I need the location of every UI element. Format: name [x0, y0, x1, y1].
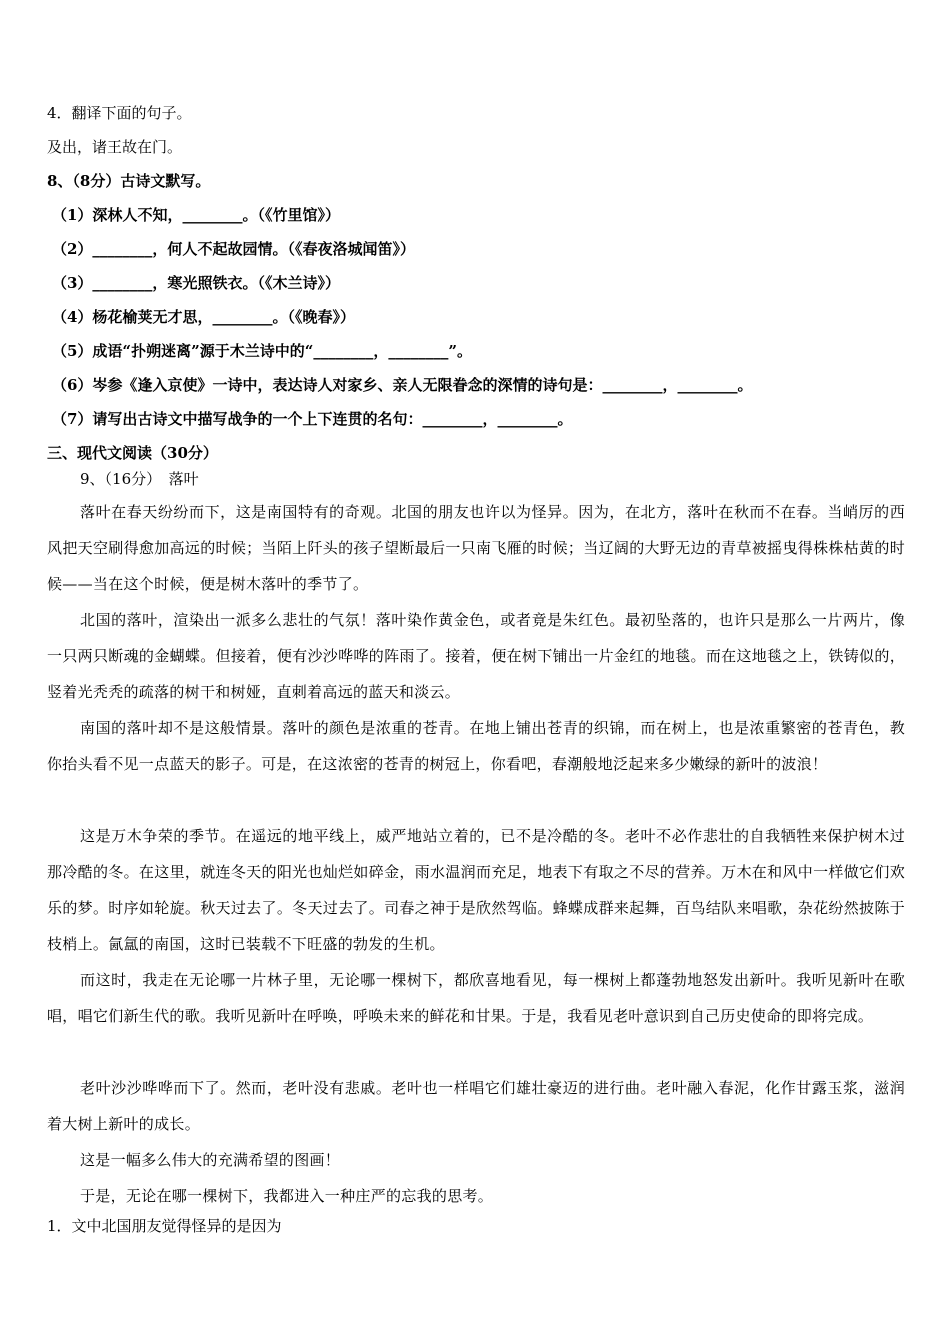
section-3-header: 三、现代文阅读（30分） — [47, 444, 218, 462]
question-8-item-4: （4）杨花榆荚无才思，________。（《晚春》） — [52, 308, 355, 326]
question-8-header: 8、（8分）古诗文默写。 — [47, 172, 211, 190]
passage-paragraph-3: 南国的落叶却不是这般情景。落叶的颜色是浓重的苍青。在地上铺出苍青的织锦，而在树上，也是浓重繁密的苍青色，教你抬头看不见一点蓝天的影子。可是，在这浓密的苍青的树冠上，你看吧，春潮般地泛起来多少嫩绿的新叶的波浪！ — [47, 719, 905, 773]
passage-paragraph-4: 这是万木争荣的季节。在遥远的地平线上，威严地站立着的，已不是冷酷的冬。老叶不必作悲壮的自我牺牲来保护树木过那冷酷的冬。在这里，就连冬天的阳光也灿烂如碎金，雨水温润而充足，地表下有取之不尽的营养。万木在和风中一样做它们欢乐的梦。时序如轮旋。秋天过去了。冬天过去了。司春之神于是欣然驾临。蜂蝶成群来起舞，百鸟结队来唱歌，杂花纷然披陈于枝梢上。氤氲的南国，这时已装载不下旺盛的勃发的生机。 — [47, 827, 905, 953]
passage-paragraph-2: 北国的落叶，渲染出一派多么悲壮的气氛！落叶染作黄金色，或者竟是朱红色。最初坠落的，也许只是那么一片两片，像一只两只断魂的金蝴蝶。但接着，便有沙沙哗哗的阵雨了。接着，便在树下铺出一片金红的地毯。而在这地毯之上，铁铸似的，竖着光秃秃的疏落的树干和树娅，直刺着高远的蓝天和淡云。 — [47, 611, 905, 701]
question-8-item-7: （7）请写出古诗文中描写战争的一个上下连贯的名句：________，________。 — [52, 410, 573, 428]
question-8-item-5: （5）成语“扑朔迷离”源于木兰诗中的“________，________”。 — [52, 342, 472, 360]
question-9-label: 9、（16分） 落叶 — [80, 470, 199, 488]
passage-paragraph-6: 老叶沙沙哗哗而下了。然而，老叶没有悲戚。老叶也一样唱它们雄壮豪迈的进行曲。老叶融入春泥，化作甘露玉浆，滋润着大树上新叶的成长。 — [47, 1079, 905, 1133]
passage-paragraph-7: 这是一幅多么伟大的充满希望的图画！ — [80, 1151, 341, 1169]
passage-paragraph-8: 于是，无论在哪一棵树下，我都进入一种庄严的忘我的思考。 — [80, 1187, 494, 1205]
passage-paragraph-1: 落叶在春天纷纷而下，这是南国特有的奇观。北国的朋友也许以为怪异。因为，在北方，落叶在秋而不在春。当峭厉的西风把天空刷得愈加高远的时候；当陌上阡头的孩子望断最后一只南飞雁的时候；当辽阔的大野无边的青草被摇曳得株株枯黄的时候——当在这个时候，便是树木落叶的季节了。 — [47, 503, 905, 593]
question-1-prompt: 1．文中北国朋友觉得怪异的是因为 — [47, 1217, 282, 1235]
question-8-item-1: （1）深林人不知，________。（《竹里馆》） — [52, 206, 340, 224]
question-4-title: 4．翻译下面的句子。 — [47, 104, 192, 122]
question-8-item-2: （2）________，何人不起故园情。（《春夜洛城闻笛》） — [52, 240, 415, 258]
question-8-item-6: （6）岑参《逢入京使》一诗中，表达诗人对家乡、亲人无限眷念的深情的诗句是：________，________。 — [52, 376, 753, 394]
question-4-sentence: 及出，诸王故在门。 — [47, 138, 183, 156]
passage-paragraph-5: 而这时，我走在无论哪一片林子里，无论哪一棵树下，都欣喜地看见，每一棵树上都蓬勃地怒发出新叶。我听见新叶在歌唱，唱它们新生代的歌。我听见新叶在呼唤，呼唤未来的鲜花和甘果。于是，我看见老叶意识到自己历史使命的即将完成。 — [47, 971, 905, 1025]
question-8-item-3: （3）________，寒光照铁衣。（《木兰诗》） — [52, 274, 340, 292]
